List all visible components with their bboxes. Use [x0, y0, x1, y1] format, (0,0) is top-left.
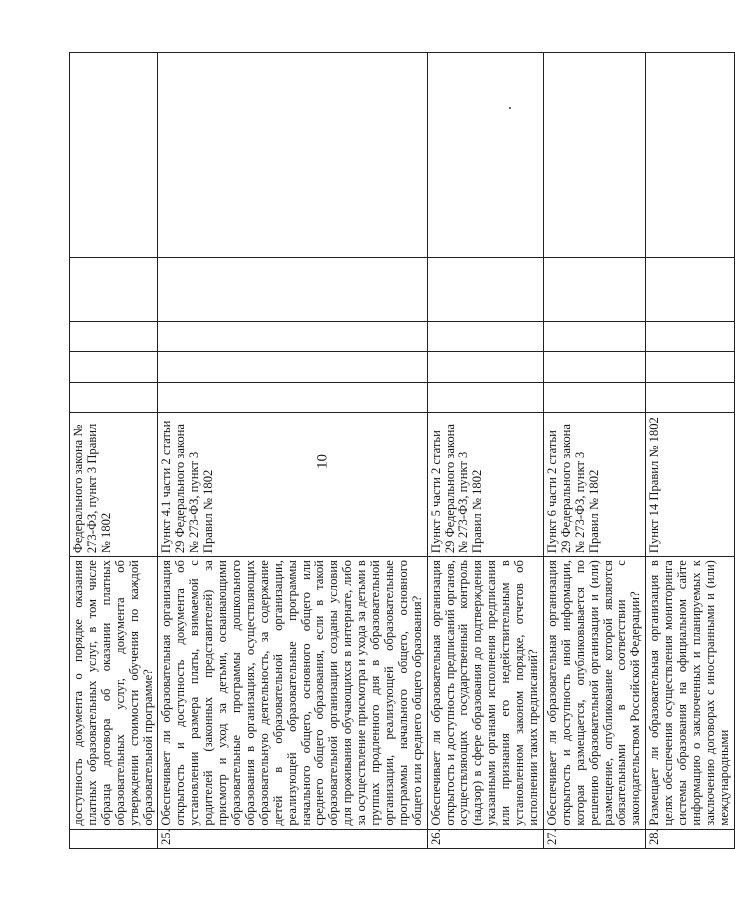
answer-na-cell [646, 322, 734, 352]
answer-na-cell [70, 322, 158, 352]
answer-yes-cell [543, 382, 645, 412]
answer-no-cell [427, 352, 543, 382]
extra-cell [158, 257, 427, 322]
notes-cell [543, 53, 645, 258]
question-cell: Обеспечивает ли образовательная организация открытость и доступность документа об установлении размера платы, взимаемой с родителей (законных представителей) за присмотр и уход за детьми, осваивающими образовательные программы дошкольного образования в организациях, осуществляющих образовательную деятельность, за содержание детей в образовательной организации, реализующей образовательные программы начального общего, основного общего или среднего общего образования, если в такой образовательной организации созданы условия для проживания обучающихся в интернате, либо за осуществление присмотра и ухода за детьми в группах продленного дня в образовательной организации, реализующей образовательные программы начального общего, основного общего или среднего общего образования? [158, 557, 427, 830]
legal-basis-cell: Пункт 5 части 2 статьи 29 Федерального закона № 273-ФЗ, пункт 3 Правил № 1802 [427, 412, 543, 556]
answer-na-cell [158, 322, 427, 352]
table-row [543, 53, 645, 849]
page-number: 10 [314, 454, 331, 469]
table-row [427, 53, 543, 849]
answer-no-cell [70, 352, 158, 382]
table-row [158, 53, 427, 849]
question-cell: Обеспечивает ли образовательная организация открытость и доступность иной информации, которая размещается, опубликовывается по решению образовательной организации и (или) размещение, опубликование которой являются обязательными в соответствии с законодательством Российской Федерации? [543, 557, 645, 830]
legal-basis-cell: Федерального закона № 273-ФЗ, пункт 3 Правил № 1802 [70, 412, 158, 556]
notes-cell [646, 53, 734, 258]
scan-speck [509, 107, 511, 109]
answer-no-cell [158, 352, 427, 382]
notes-cell [427, 53, 543, 258]
answer-na-cell [427, 322, 543, 352]
legal-basis-cell: Пункт 14 Правил № 1802 [646, 412, 734, 556]
legal-basis-cell: Пункт 6 части 2 статьи 29 Федерального закона № 273-ФЗ, пункт 3 Правил № 1802 [543, 412, 645, 556]
row-number: 25. [158, 829, 427, 848]
answer-na-cell [543, 322, 645, 352]
answer-no-cell [543, 352, 645, 382]
table-row [70, 53, 158, 849]
answer-yes-cell [70, 382, 158, 412]
answer-no-cell [646, 352, 734, 382]
row-number: 26. [427, 829, 543, 848]
notes-cell [158, 53, 427, 258]
answer-yes-cell [646, 382, 734, 412]
row-number: 28. [646, 829, 734, 848]
question-cell: Размещает ли образовательная организация в целях обеспечения осуществления мониторинга системы образования на официальном сайте информацию о заключенных и планируемых к заключению договорах с иностранными и (или) международными [646, 557, 734, 830]
question-cell: доступность документа о порядке оказания платных образовательных услуг, в том числе образца договора об оказании платных образовательных услуг, документа об утверждении стоимости обучения по каждой образовательной программе? [70, 557, 158, 830]
extra-cell [543, 257, 645, 322]
extra-cell [427, 257, 543, 322]
extra-cell [646, 257, 734, 322]
table-row [646, 53, 734, 849]
answer-yes-cell [427, 382, 543, 412]
legal-basis-cell: Пункт 4.1 части 2 статьи 29 Федерального закона № 273-ФЗ, пункт 3 Правил № 1802 [158, 412, 427, 556]
notes-cell [70, 53, 158, 258]
question-cell: Обеспечивает ли образовательная организация открытость и доступность предписаний органов, осуществляющих государственный контроль (надзор) в сфере образования до подтверждения указанными органами исполнения предписания или признания его недействительным в установленном законом порядке, отчетов об исполнении таких предписаний? [427, 557, 543, 830]
rotated-table-wrapper [69, 52, 731, 849]
answer-yes-cell [158, 382, 427, 412]
row-number: 27. [543, 829, 645, 848]
checklist-table [69, 52, 735, 849]
row-number [70, 829, 158, 848]
extra-cell [70, 257, 158, 322]
